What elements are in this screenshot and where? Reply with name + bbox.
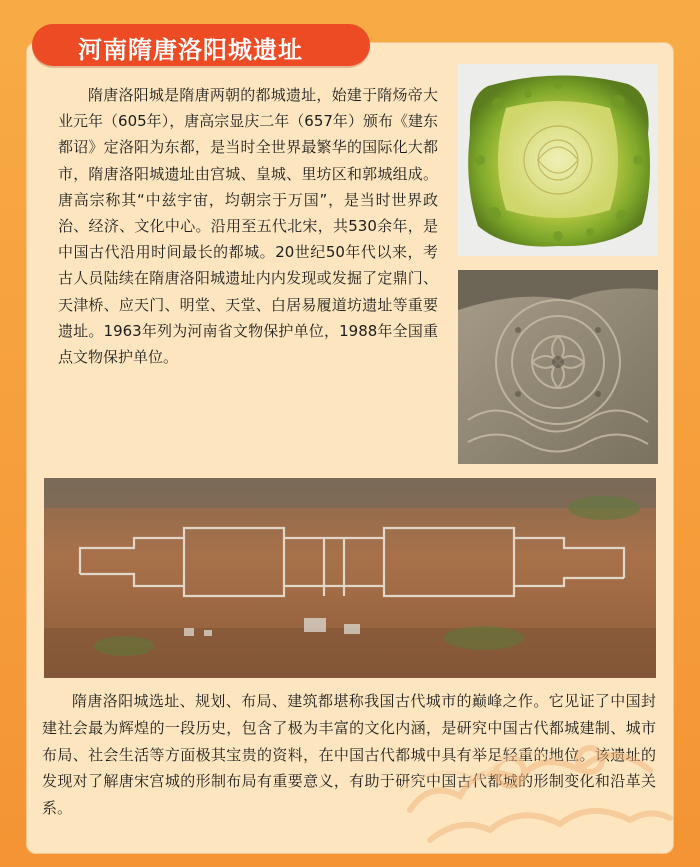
intro-paragraph: 隋唐洛阳城是隋唐两朝的都城遗址，始建于隋炀帝大业元年（605年），唐高宗显庆二年（657年）颁布《建东都诏》定洛阳为东都，是当时全世界最繁华的国际化大都市，隋唐洛阳城遗址由宫城、皇城、里坊区和郭城组成。唐高宗称其“中兹宇宙，均朝宗于万国”，是当时世界政治、经济、文化中心。沿用至五代北宋，共530余年，是中国古代沿用时间最长的都城。20世纪50年代以来，考古人员陆续在隋唐洛阳城遗址内内发现或发掘了定鼎门、天津桥、应天门、明堂、天堂、白居易履道坊遗址等重要遗址。1963年列为河南省文物保护单位，1988年全国重点文物保护单位。 [58,86,438,367]
carved-stone-relief-photo [458,270,658,464]
page-title: 河南隋唐洛阳城遗址 [78,35,303,64]
closing-paragraph: 隋唐洛阳城选址、规划、布局、建筑都堪称我国古代城市的巅峰之作。它见证了中国封建社会最为辉煌的一段历史，包含了极为丰富的文化内涵，是研究中国古代都城建制、城市布局、社会生活等方面极其宝贵的资料，在中国古代都城中具有举足轻重的地位。该遗址的发现对了解唐宋宫城的形制布局有重要意义，有助于研究中国古代都城的形制变化和沿革关系。 [42,692,656,818]
aerial-site-photo [44,478,656,678]
green-glazed-plate-photo [458,64,658,256]
